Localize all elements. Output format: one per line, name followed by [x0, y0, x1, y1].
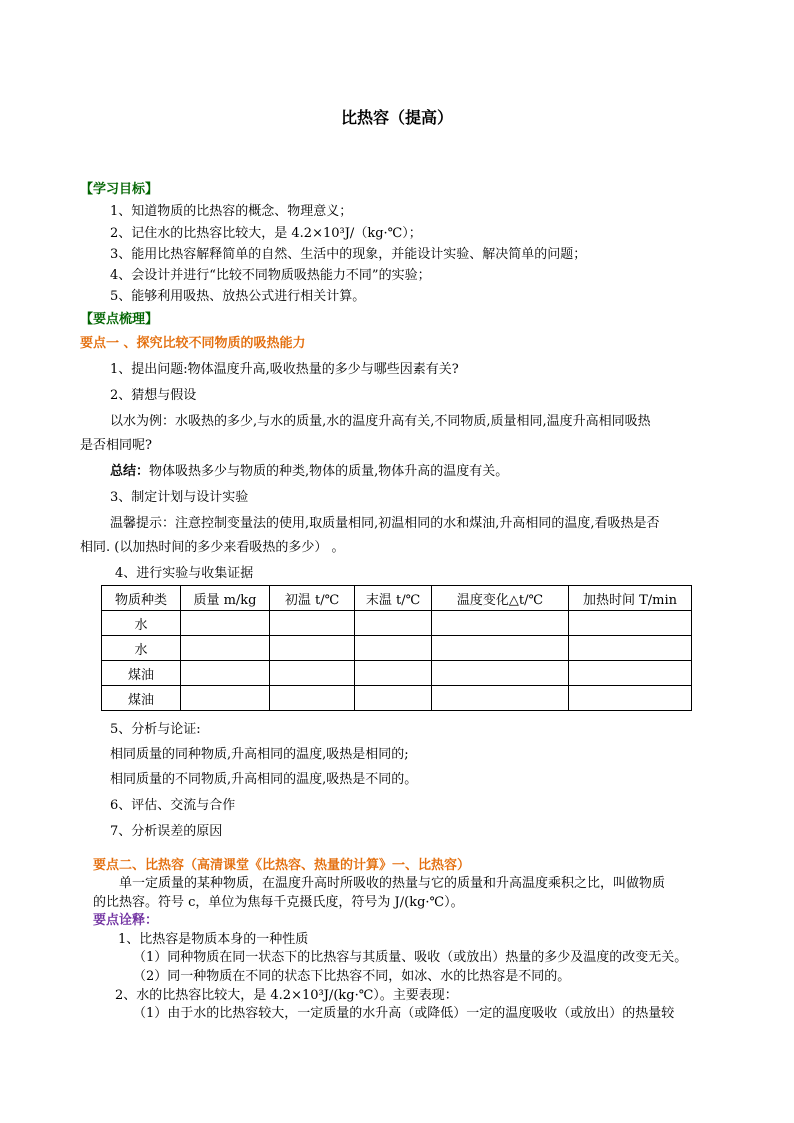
- table-cell: [270, 611, 355, 636]
- table-cell: [569, 686, 692, 711]
- table-cell: 煤油: [102, 686, 181, 711]
- table-header-cell: 初温 t/℃: [270, 586, 355, 611]
- tip-paragraph: 温馨提示：注意控制变量法的使用,取质量相同,初温相同的水和煤油,升高相同的温度,看吸热是否: [110, 516, 660, 531]
- table-cell: [569, 611, 692, 636]
- conclusion: [110, 462, 508, 482]
- goal-item: 4、会设计并进行“比较不同物质吸热能力不同”的实验；: [110, 268, 431, 283]
- table-cell: [270, 636, 355, 661]
- table-header-cell: 末温 t/℃: [355, 586, 432, 611]
- table-row: [102, 661, 692, 686]
- table-header-cell: 加热时间 T/min: [569, 586, 692, 611]
- table-cell: [432, 661, 569, 686]
- goal-item: 3、能用比热容解释简单的自然、生活中的现象，并能设计实验、解决简单的问题；: [110, 247, 587, 262]
- page-title: 比热容（提高）: [340, 108, 453, 127]
- explanation-subitem: （1）由于水的比热容较大，一定质量的水升高（或降低）一定的温度吸收（或放出）的热量较: [133, 1006, 675, 1021]
- table-cell: 水: [102, 636, 181, 661]
- table-cell: 煤油: [102, 661, 181, 686]
- analysis-line: 相同质量的不同物质,升高相同的温度,吸热是不同的。: [110, 772, 418, 787]
- table-header-row: [102, 586, 692, 611]
- point-two-heading: 要点二、比热容（高清课堂《比热容、热量的计算》一、比热容）: [93, 858, 471, 873]
- explanation-item: 2、水的比热容比较大，是 4.2×10³J/(kg·℃）。主要表现：: [115, 988, 458, 1003]
- table-cell: [355, 661, 432, 686]
- conclusion-text: 物体吸热多少与物质的种类,物体的质量,物体升高的温度有关。: [149, 464, 509, 479]
- goal-item: 2、记住水的比热容比较大，是 4.2×10³J/（kg·℃）；: [110, 226, 422, 241]
- learning-goals-heading: 【学习目标】: [80, 182, 159, 197]
- table-header-cell: 物质种类: [102, 586, 181, 611]
- table-cell: [355, 686, 432, 711]
- step-5: 5、分析与论证:: [110, 722, 201, 737]
- analysis-line: 相同质量的同种物质,升高相同的温度,吸热是相同的;: [110, 747, 409, 762]
- experiment-table: [101, 585, 692, 711]
- table-cell: [181, 661, 270, 686]
- point-one-heading: 要点一 、探究比较不同物质的吸热能力: [80, 336, 306, 351]
- tip-paragraph-cont: 相同. (以加热时间的多少来看吸热的多少） 。: [80, 540, 345, 555]
- goal-item: 5、能够利用吸热、放热公式进行相关计算。: [110, 289, 366, 304]
- explanation-item: 1、比热容是物质本身的一种性质: [118, 932, 309, 947]
- definition-paragraph: 单一定质量的某种物质，在温度升高时所吸收的热量与它的质量和升高温度乘积之比，叫做物质: [119, 876, 666, 891]
- table-cell: [569, 661, 692, 686]
- key-points-heading: 【要点梳理】: [80, 312, 159, 327]
- definition-paragraph-cont: 的比热容。符号 c，单位为焦每千克摄氏度，符号为 J/(kg·℃）。: [93, 895, 464, 910]
- table-cell: [355, 636, 432, 661]
- hypothesis-paragraph: 以水为例：水吸热的多少,与水的质量,水的温度升高有关,不同物质,质量相同,温度升高相同吸热: [110, 414, 651, 429]
- table-cell: [181, 686, 270, 711]
- table-cell: [432, 686, 569, 711]
- table-row: [102, 686, 692, 711]
- table-cell: [270, 686, 355, 711]
- table-row: [102, 611, 692, 636]
- step-1: 1、提出问题:物体温度升高,吸收热量的多少与哪些因素有关?: [110, 362, 459, 377]
- table-header-cell: 质量 m/kg: [181, 586, 270, 611]
- table-cell: [432, 636, 569, 661]
- hypothesis-paragraph-cont: 是否相同呢?: [80, 438, 152, 453]
- table-cell: [270, 661, 355, 686]
- table-header-cell: 温度变化△t/℃: [432, 586, 569, 611]
- table-cell: 水: [102, 611, 181, 636]
- goal-item: 1、知道物质的比热容的概念、物理意义；: [110, 204, 353, 219]
- conclusion-label: 总结：: [110, 464, 150, 479]
- step-7: 7、分析误差的原因: [110, 824, 223, 839]
- table-row: [102, 636, 692, 661]
- step-6: 6、评估、交流与合作: [110, 798, 236, 813]
- table-cell: [569, 636, 692, 661]
- explanation-heading: 要点诠释：: [93, 913, 159, 928]
- explanation-subitem: （1）同种物质在同一状态下的比热容与其质量、吸收（或放出）热量的多少及温度的改变无关。: [133, 950, 688, 965]
- step-4: 4、进行实验与收集证据: [115, 566, 254, 581]
- step-2: 2、猜想与假设: [110, 388, 197, 403]
- table-cell: [432, 611, 569, 636]
- explanation-subitem: （2）同一种物质在不同的状态下比热容不同，如冰、水的比热容是不同的。: [133, 969, 571, 984]
- table-cell: [181, 611, 270, 636]
- step-3: 3、制定计划与设计实验: [110, 490, 249, 505]
- table-cell: [181, 636, 270, 661]
- table-cell: [355, 611, 432, 636]
